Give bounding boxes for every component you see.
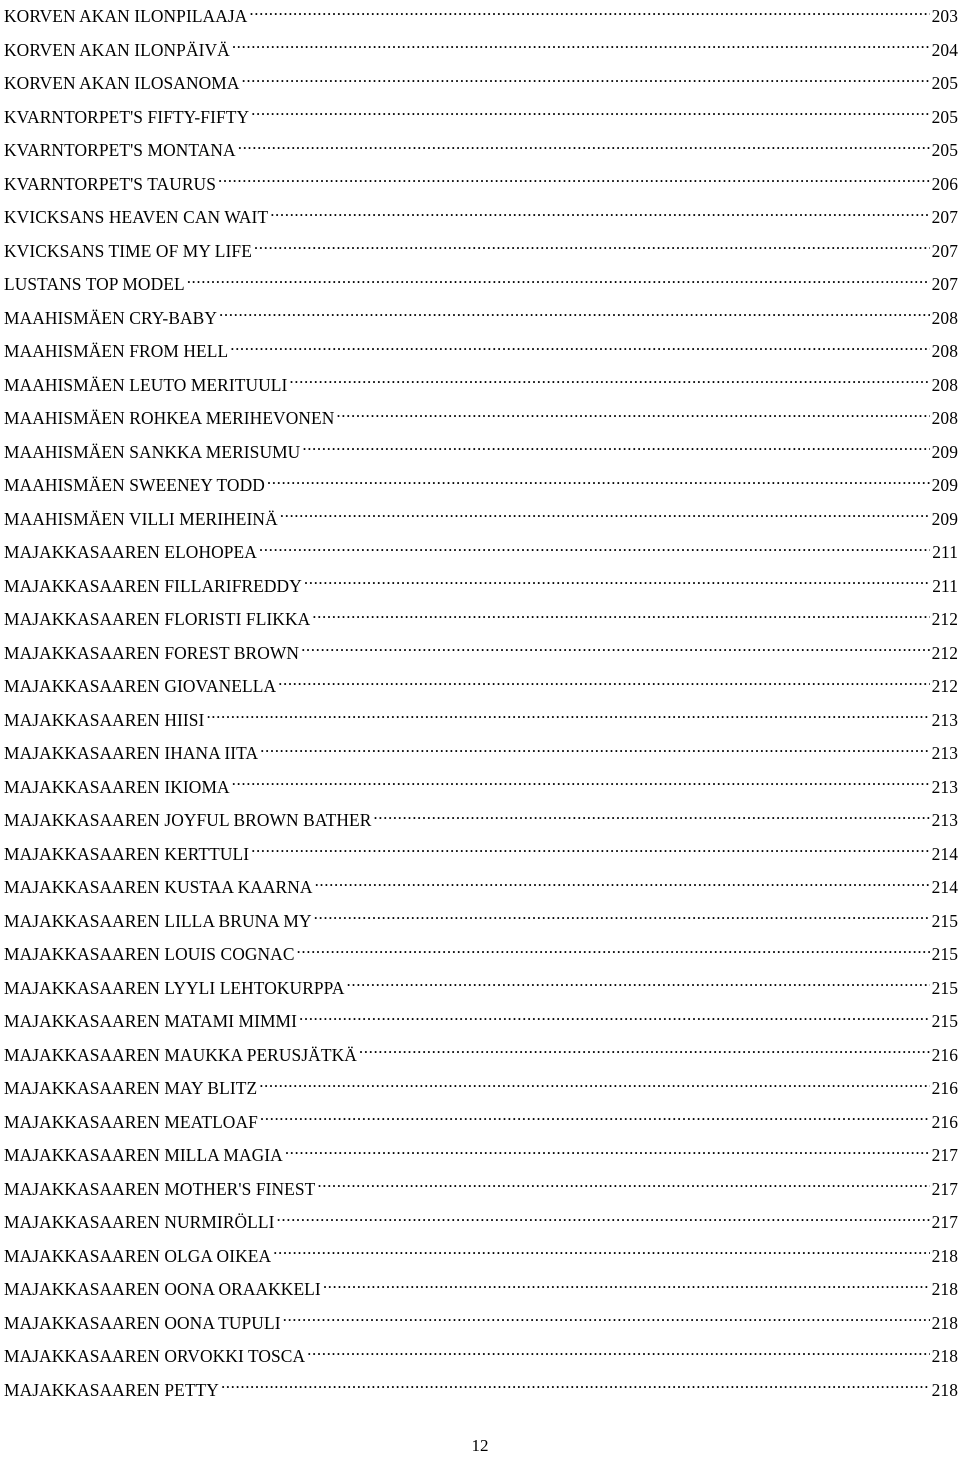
toc-entry-title: MAJAKKASAAREN FOREST BROWN (4, 642, 300, 663)
toc-entry[interactable] (4, 235, 958, 269)
dot-leader (232, 38, 930, 55)
toc-entry[interactable] (4, 34, 958, 68)
toc-entry-title: MAJAKKASAAREN MOTHER'S FINEST (4, 1178, 316, 1199)
toc-entry-title: MAJAKKASAAREN GIOVANELLA (4, 676, 277, 696)
toc-entry-page-number: 216 (931, 1111, 958, 1132)
dot-leader (301, 641, 930, 658)
toc-entry-page-number: 216 (931, 1044, 958, 1065)
toc-entry-title: MAJAKKASAAREN KERTTULI (4, 843, 250, 864)
dot-leader (312, 608, 929, 625)
toc-entry[interactable] (4, 1307, 958, 1341)
toc-entry-title: MAAHISMÄEN SANKKA MERISUMU (4, 441, 301, 462)
dot-leader (314, 909, 930, 926)
dot-leader (221, 1378, 930, 1395)
dot-leader (277, 1211, 930, 1228)
dot-leader (297, 943, 930, 960)
toc-entry[interactable] (4, 536, 958, 570)
toc-entry-page-number: 218 (931, 1279, 958, 1299)
toc-entry-page-number: 204 (931, 39, 958, 60)
toc-entry-title: MAAHISMÄEN ROHKEA MERIHEVONEN (4, 408, 335, 428)
toc-entry[interactable] (4, 369, 958, 403)
toc-entry-page-number: 213 (931, 810, 958, 830)
dot-leader (359, 1043, 930, 1060)
dot-leader (187, 273, 930, 290)
toc-entry[interactable] (4, 637, 958, 671)
dot-leader (280, 507, 930, 524)
toc-entry-title: MAJAKKASAAREN MATAMI MIMMI (4, 1011, 297, 1031)
dot-leader (230, 340, 929, 357)
toc-entry-page-number: 207 (931, 274, 958, 294)
dot-leader (289, 373, 929, 390)
toc-entry-title: LUSTANS TOP MODEL (4, 274, 185, 294)
table-of-contents (4, 0, 958, 1407)
toc-entry-title: KVARNTORPET'S FIFTY-FIFTY (4, 106, 250, 127)
toc-entry[interactable] (4, 101, 958, 135)
dot-leader (238, 139, 930, 156)
toc-entry-page-number: 218 (931, 1312, 958, 1333)
toc-entry-page-number: 205 (931, 73, 958, 93)
toc-entry-page-number: 217 (931, 1212, 958, 1232)
dot-leader (267, 474, 930, 491)
dot-leader (299, 1010, 930, 1027)
toc-entry-page-number: 214 (931, 843, 958, 864)
toc-entry-title: MAJAKKASAAREN LYYLI LEHTOKURPPA (4, 977, 345, 998)
toc-entry[interactable] (4, 1139, 958, 1173)
toc-entry[interactable] (4, 871, 958, 905)
dot-leader (278, 675, 929, 692)
dot-leader (270, 206, 929, 223)
toc-entry-page-number: 207 (931, 207, 958, 227)
toc-entry-title: KORVEN AKAN ILONPILAAJA (4, 6, 248, 26)
toc-entry[interactable] (4, 938, 958, 972)
toc-entry[interactable] (4, 804, 958, 838)
toc-entry[interactable] (4, 402, 958, 436)
toc-entry-title: MAJAKKASAAREN JOYFUL BROWN BATHER (4, 810, 372, 830)
toc-entry-page-number: 218 (931, 1245, 958, 1266)
toc-entry[interactable] (4, 1173, 958, 1207)
toc-entry-page-number: 215 (931, 977, 958, 998)
dot-leader (373, 809, 929, 826)
toc-entry-page-number: 209 (931, 441, 958, 462)
toc-entry-page-number: 209 (931, 475, 958, 495)
dot-leader (251, 105, 929, 122)
toc-entry-page-number: 214 (931, 877, 958, 897)
toc-entry[interactable] (4, 1206, 958, 1240)
dot-leader (241, 72, 929, 89)
toc-entry-page-number: 211 (932, 575, 958, 596)
toc-entry[interactable] (4, 704, 958, 738)
toc-entry-page-number: 208 (931, 374, 958, 395)
toc-entry-page-number: 211 (932, 542, 958, 562)
toc-entry-title: MAJAKKASAAREN FILLARIFREDDY (4, 575, 302, 596)
toc-entry-title: MAAHISMÄEN LEUTO MERITUULI (4, 374, 288, 395)
toc-entry-title: KVICKSANS HEAVEN CAN WAIT (4, 207, 269, 227)
toc-entry-title: MAJAKKASAAREN OLGA OIKEA (4, 1245, 272, 1266)
toc-entry[interactable] (4, 603, 958, 637)
toc-entry-title: MAJAKKASAAREN MEATLOAF (4, 1111, 258, 1132)
toc-entry[interactable] (4, 570, 958, 604)
toc-entry[interactable] (4, 1106, 958, 1140)
toc-entry-title: MAJAKKASAAREN MILLA MAGIA (4, 1145, 283, 1165)
toc-entry[interactable] (4, 436, 958, 470)
toc-entry-title: MAAHISMÄEN SWEENEY TODD (4, 475, 265, 495)
toc-entry-title: MAAHISMÄEN FROM HELL (4, 341, 229, 361)
toc-entry-page-number: 213 (931, 709, 958, 730)
toc-entry-title: MAJAKKASAAREN FLORISTI FLIKKA (4, 609, 311, 629)
toc-entry-title: MAJAKKASAAREN OONA ORAAKKELI (4, 1279, 321, 1299)
toc-entry-page-number: 212 (931, 676, 958, 696)
dot-leader (285, 1144, 930, 1161)
toc-entry-page-number: 216 (931, 1078, 958, 1098)
toc-entry[interactable] (4, 268, 958, 302)
toc-entry-page-number: 215 (931, 1011, 958, 1031)
dot-leader (273, 1244, 929, 1261)
toc-entry-page-number: 213 (931, 743, 958, 763)
toc-entry-title: KORVEN AKAN ILOSANOMA (4, 73, 240, 93)
toc-entry-title: MAJAKKASAAREN MAUKKA PERUSJÄTKÄ (4, 1044, 357, 1065)
toc-entry-page-number: 212 (931, 642, 958, 663)
toc-entry-page-number: 205 (931, 140, 958, 160)
toc-entry-page-number: 218 (931, 1346, 958, 1366)
toc-entry-page-number: 213 (931, 776, 958, 797)
dot-leader (249, 5, 929, 22)
dot-leader (254, 239, 930, 256)
toc-entry[interactable] (4, 335, 958, 369)
toc-entry[interactable] (4, 201, 958, 235)
dot-leader (206, 708, 929, 725)
toc-entry[interactable] (4, 469, 958, 503)
dot-leader (323, 1278, 930, 1295)
toc-entry-title: MAJAKKASAAREN IKIOMA (4, 776, 230, 797)
toc-entry-page-number: 215 (931, 910, 958, 931)
toc-entry-page-number: 206 (931, 173, 958, 194)
toc-entry-title: MAJAKKASAAREN OONA TUPULI (4, 1312, 281, 1333)
toc-entry-title: MAJAKKASAAREN NURMIRÖLLI (4, 1212, 275, 1232)
toc-entry-title: KVARNTORPET'S TAURUS (4, 173, 216, 194)
dot-leader (283, 1311, 930, 1328)
dot-leader (307, 1345, 929, 1362)
dot-leader (304, 574, 930, 591)
toc-entry-title: MAJAKKASAAREN PETTY (4, 1379, 219, 1400)
dot-leader (251, 842, 930, 859)
dot-leader (347, 976, 930, 993)
toc-entry-page-number: 217 (931, 1178, 958, 1199)
dot-leader (260, 742, 929, 759)
toc-entry[interactable] (4, 168, 958, 202)
dot-leader (336, 407, 929, 424)
dot-leader (218, 172, 930, 189)
toc-entry[interactable] (4, 905, 958, 939)
dot-leader (219, 306, 930, 323)
dot-leader (315, 876, 930, 893)
toc-entry-page-number: 212 (931, 609, 958, 629)
toc-entry[interactable] (4, 67, 958, 101)
toc-entry[interactable] (4, 1005, 958, 1039)
toc-entry-title: KORVEN AKAN ILONPÄIVÄ (4, 39, 230, 60)
toc-entry[interactable] (4, 503, 958, 537)
toc-entry[interactable] (4, 1374, 958, 1408)
toc-entry[interactable] (4, 1273, 958, 1307)
toc-entry-title: KVARNTORPET'S MONTANA (4, 140, 236, 160)
toc-entry[interactable] (4, 838, 958, 872)
toc-entry-title: MAJAKKASAAREN IHANA IITA (4, 743, 259, 763)
toc-entry[interactable] (4, 670, 958, 704)
toc-entry-page-number: 217 (931, 1145, 958, 1165)
toc-entry-title: KVICKSANS TIME OF MY LIFE (4, 240, 252, 261)
toc-entry[interactable] (4, 1240, 958, 1274)
toc-entry[interactable] (4, 737, 958, 771)
toc-entry[interactable] (4, 972, 958, 1006)
dot-leader (232, 775, 930, 792)
toc-entry-page-number: 203 (931, 6, 958, 26)
toc-entry[interactable] (4, 134, 958, 168)
page-number: 12 (471, 1436, 489, 1455)
dot-leader (259, 1077, 929, 1094)
dot-leader (302, 440, 929, 457)
toc-entry[interactable] (4, 771, 958, 805)
toc-entry[interactable] (4, 1340, 958, 1374)
toc-entry-page-number: 208 (931, 307, 958, 328)
toc-entry-page-number: 208 (931, 408, 958, 428)
toc-entry[interactable] (4, 1039, 958, 1073)
toc-entry-page-number: 215 (931, 944, 958, 964)
toc-entry-page-number: 209 (931, 508, 958, 529)
toc-entry[interactable] (4, 0, 958, 34)
toc-entry-title: MAJAKKASAAREN KUSTAA KAARNA (4, 877, 313, 897)
toc-entry-title: MAJAKKASAAREN LOUIS COGNAC (4, 944, 295, 964)
toc-entry-title: MAAHISMÄEN VILLI MERIHEINÄ (4, 508, 278, 529)
toc-entry-title: MAJAKKASAAREN MAY BLITZ (4, 1078, 258, 1098)
toc-entry-title: MAAHISMÄEN CRY-BABY (4, 307, 218, 328)
toc-entry-page-number: 205 (931, 106, 958, 127)
dot-leader (260, 1110, 930, 1127)
toc-entry-title: MAJAKKASAAREN ORVOKKI TOSCA (4, 1346, 306, 1366)
toc-entry-page-number: 208 (931, 341, 958, 361)
toc-entry[interactable] (4, 1072, 958, 1106)
toc-entry[interactable] (4, 302, 958, 336)
toc-entry-page-number: 218 (931, 1379, 958, 1400)
toc-entry-title: MAJAKKASAAREN HIISI (4, 709, 205, 730)
toc-entry-title: MAJAKKASAAREN ELOHOPEA (4, 542, 257, 562)
dot-leader (317, 1177, 929, 1194)
toc-entry-page-number: 207 (931, 240, 958, 261)
dot-leader (259, 541, 930, 558)
toc-entry-title: MAJAKKASAAREN LILLA BRUNA MY (4, 910, 312, 931)
